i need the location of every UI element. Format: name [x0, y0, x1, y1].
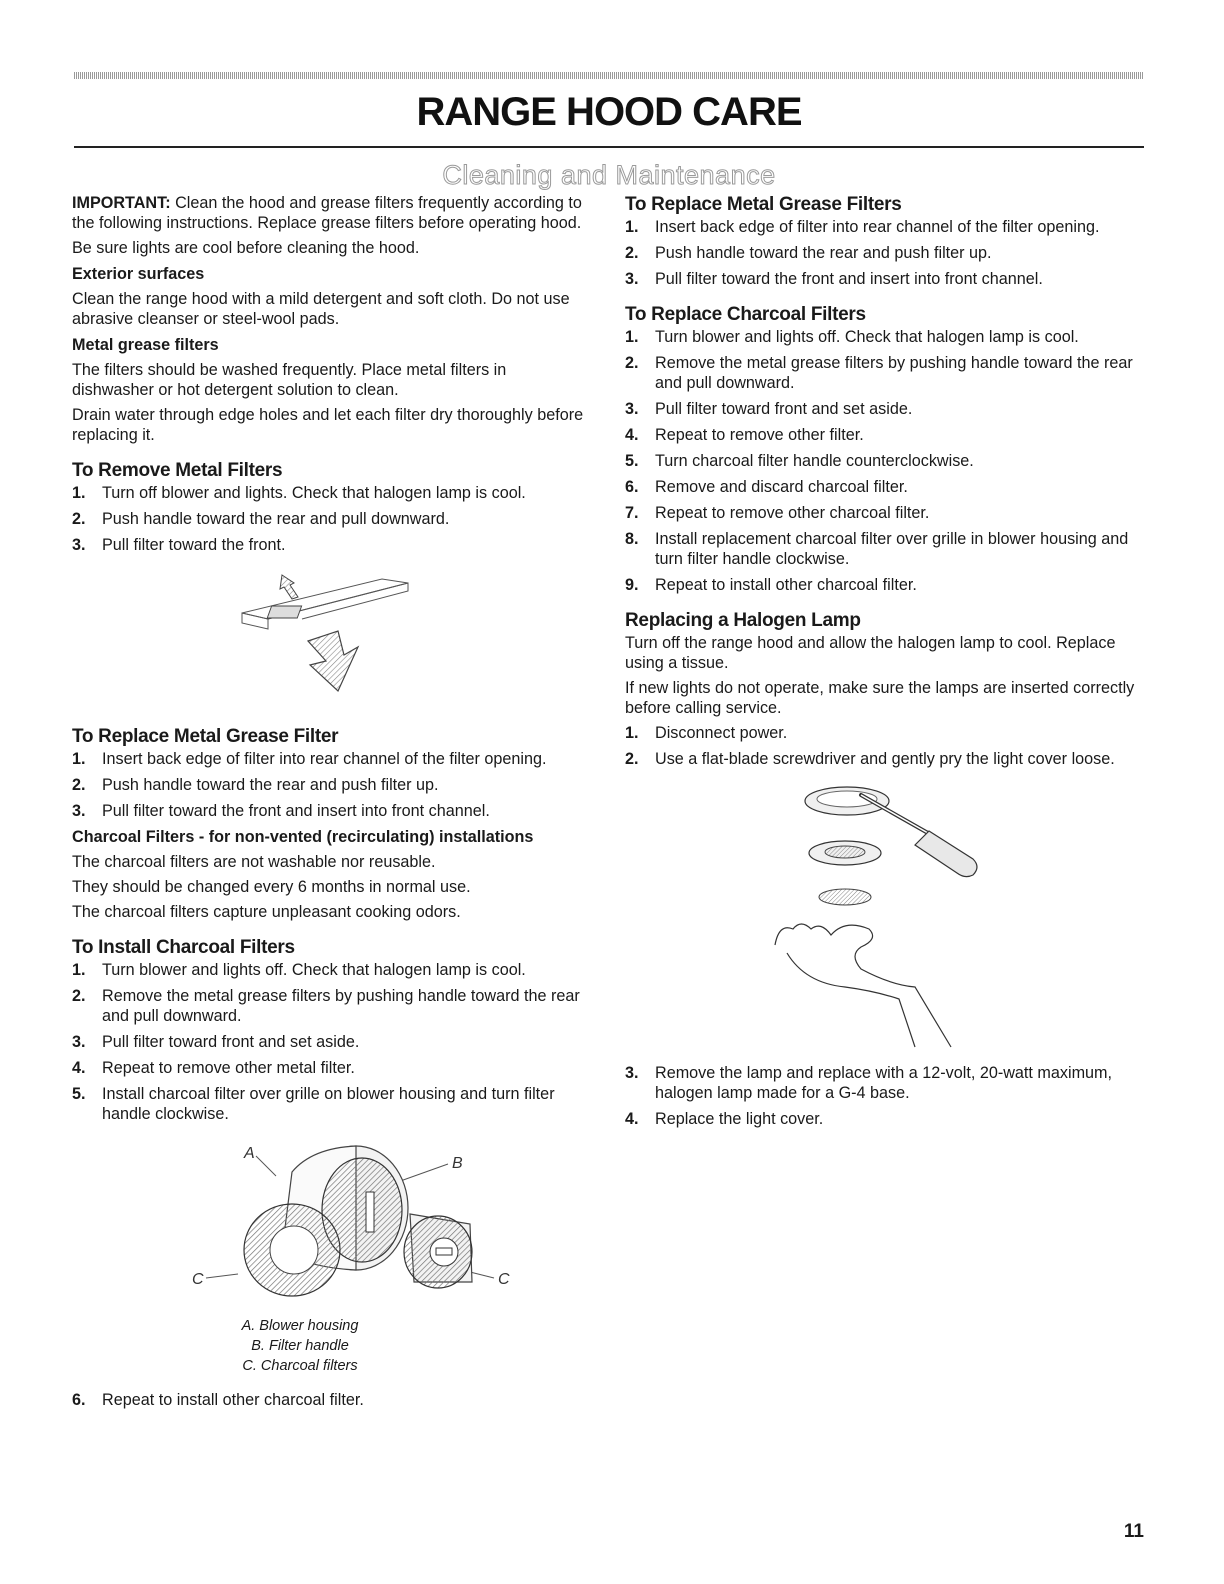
- step-number: 3.: [625, 1064, 639, 1082]
- step-text: Remove the metal grease filters by pushing handle toward the rear and pull downward.: [102, 987, 580, 1025]
- step-text: Pull filter toward front and set aside.: [655, 400, 913, 418]
- step-text: Push handle toward the rear and push filter up.: [102, 776, 439, 794]
- step-text: Turn blower and lights off. Check that halogen lamp is cool.: [102, 961, 526, 979]
- list-item: [72, 775, 592, 795]
- figure-label-c-right: C: [498, 1271, 510, 1288]
- step-text: Repeat to install other charcoal filter.: [655, 576, 917, 594]
- step-number: 2.: [625, 750, 639, 768]
- exterior-heading: Exterior surfaces: [72, 265, 205, 283]
- page-title: RANGE HOOD CARE: [416, 90, 802, 134]
- list-item: [72, 986, 592, 1026]
- metal-filters-text-2: Drain water through edge holes and let each filter dry thoroughly before replacing it.: [72, 406, 584, 444]
- caption-line: B. Filter handle: [251, 1338, 349, 1354]
- charcoal-text-2: They should be changed every 6 months in normal use.: [72, 878, 471, 896]
- step-number: 3.: [625, 400, 639, 418]
- step-text: Install replacement charcoal filter over grille in blower housing and turn filter handle clockwise.: [655, 530, 1129, 568]
- step-number: 2.: [72, 987, 86, 1005]
- step-number: 2.: [72, 776, 86, 794]
- list-item: [72, 535, 592, 555]
- step-text: Pull filter toward front and set aside.: [102, 1033, 360, 1051]
- list-item: [72, 960, 592, 980]
- list-item: [72, 1032, 592, 1052]
- step-text: Repeat to install other charcoal filter.: [102, 1391, 364, 1409]
- step-number: 3.: [72, 802, 86, 820]
- step-number: 7.: [625, 504, 639, 522]
- step-text: Replace the light cover.: [655, 1110, 824, 1128]
- halogen-lamp-heading: Replacing a Halogen Lamp: [625, 610, 861, 631]
- title-rule: [74, 146, 1144, 148]
- step-number: 5.: [72, 1085, 86, 1103]
- step-number: 4.: [72, 1059, 86, 1077]
- step-number: 6.: [72, 1391, 86, 1409]
- step-number: 4.: [625, 426, 639, 444]
- step-text: Push handle toward the rear and push filter up.: [655, 244, 992, 262]
- figure-label-c-left: C: [192, 1271, 204, 1288]
- step-text: Pull filter toward the front and insert into front channel.: [102, 802, 490, 820]
- important-text: Clean the hood and grease filters frequently according to the following instructions. Replace grease filters before operating hood.: [72, 194, 582, 232]
- charcoal-text-1: The charcoal filters are not washable nor reusable.: [72, 853, 436, 871]
- step-text: Disconnect power.: [655, 724, 788, 742]
- lights-note: Be sure lights are cool before cleaning the hood.: [72, 239, 420, 257]
- step-text: Turn off blower and lights. Check that halogen lamp is cool.: [102, 484, 526, 502]
- list-item: [72, 1390, 592, 1410]
- page-number: 11: [1123, 1521, 1144, 1542]
- left-column: [72, 193, 592, 1416]
- list-item: [625, 353, 1145, 393]
- step-text: Repeat to remove other filter.: [655, 426, 864, 444]
- step-number: 2.: [625, 244, 639, 262]
- step-text: Turn blower and lights off. Check that halogen lamp is cool.: [655, 328, 1079, 346]
- step-text: Remove and discard charcoal filter.: [655, 478, 908, 496]
- charcoal-filters-heading: Charcoal Filters - for non-vented (recirculating) installations: [72, 828, 534, 846]
- halogen-steps-a: [625, 723, 1145, 769]
- install-charcoal-final-step: [72, 1390, 592, 1410]
- right-column: [625, 193, 1145, 1135]
- install-charcoal-heading: To Install Charcoal Filters: [72, 937, 295, 958]
- list-item: [625, 217, 1145, 237]
- remove-metal-filters-steps: [72, 483, 592, 555]
- replace-metal-filter-steps: [72, 749, 592, 821]
- halogen-lamp-illustration: [765, 779, 1005, 1051]
- step-text: Insert back edge of filter into rear channel of the filter opening.: [655, 218, 1100, 236]
- halogen-text-1: Turn off the range hood and allow the halogen lamp to cool. Replace using a tissue.: [625, 634, 1116, 672]
- step-text: Install charcoal filter over grille on blower housing and turn filter handle clockwise.: [102, 1085, 555, 1123]
- important-paragraph: [72, 193, 592, 233]
- replace-metal-filters-steps: [625, 217, 1145, 289]
- step-text: Remove the metal grease filters by pushing handle toward the rear and pull downward.: [655, 354, 1133, 392]
- list-item: [625, 529, 1145, 569]
- charcoal-filter-illustration: [152, 1132, 512, 1312]
- step-number: 6.: [625, 478, 639, 496]
- list-item: [72, 749, 592, 769]
- install-charcoal-steps: [72, 960, 592, 1124]
- list-item: [72, 509, 592, 529]
- step-text: Remove the lamp and replace with a 12-volt, 20-watt maximum, halogen lamp made for a G-4 base.: [655, 1064, 1113, 1102]
- step-number: 2.: [625, 354, 639, 372]
- step-text: Turn charcoal filter handle counterclockwise.: [655, 452, 974, 470]
- list-item: [625, 451, 1145, 471]
- caption-line: A. Blower housing: [241, 1318, 359, 1334]
- step-number: 3.: [72, 1033, 86, 1051]
- step-number: 2.: [72, 510, 86, 528]
- step-text: Repeat to remove other metal filter.: [102, 1059, 355, 1077]
- list-item: [625, 243, 1145, 263]
- list-item: [72, 1084, 592, 1124]
- replace-metal-filters-heading: To Replace Metal Grease Filters: [625, 194, 902, 215]
- step-text: Repeat to remove other charcoal filter.: [655, 504, 930, 522]
- list-item: [625, 399, 1145, 419]
- replace-metal-filter-heading: To Replace Metal Grease Filter: [72, 726, 339, 747]
- header-pattern-bar: [74, 72, 1144, 79]
- halogen-text-2: If new lights do not operate, make sure the lamps are inserted correctly before calling service.: [625, 679, 1135, 717]
- list-item: [625, 723, 1145, 743]
- metal-filters-heading: Metal grease filters: [72, 336, 219, 354]
- list-item: [625, 425, 1145, 445]
- remove-filter-illustration: [232, 561, 432, 711]
- list-item: [625, 1063, 1145, 1103]
- replace-charcoal-steps: [625, 327, 1145, 595]
- list-item: [72, 1058, 592, 1078]
- step-text: Pull filter toward the front.: [102, 536, 286, 554]
- list-item: [625, 1109, 1145, 1129]
- section-subtitle: Cleaning and Maintenance: [442, 160, 776, 190]
- step-number: 5.: [625, 452, 639, 470]
- figure-caption: [72, 1316, 592, 1376]
- caption-line: C. Charcoal filters: [242, 1358, 358, 1374]
- remove-metal-filters-heading: To Remove Metal Filters: [72, 460, 283, 481]
- replace-charcoal-heading: To Replace Charcoal Filters: [625, 304, 866, 325]
- list-item: [72, 483, 592, 503]
- list-item: [625, 477, 1145, 497]
- figure-label-b: B: [452, 1155, 463, 1172]
- list-item: [625, 327, 1145, 347]
- exterior-text: Clean the range hood with a mild detergent and soft cloth. Do not use abrasive cleanser or steel-wool pads.: [72, 290, 570, 328]
- step-number: 1.: [72, 961, 86, 979]
- step-text: Pull filter toward the front and insert into front channel.: [655, 270, 1043, 288]
- important-label: IMPORTANT:: [72, 194, 171, 212]
- step-number: 4.: [625, 1110, 639, 1128]
- step-text: Use a flat-blade screwdriver and gently pry the light cover loose.: [655, 750, 1115, 768]
- step-number: 3.: [72, 536, 86, 554]
- step-number: 1.: [625, 218, 639, 236]
- step-text: Insert back edge of filter into rear channel of the filter opening.: [102, 750, 547, 768]
- halogen-steps-b: [625, 1063, 1145, 1129]
- list-item: [625, 575, 1145, 595]
- list-item: [625, 503, 1145, 523]
- step-number: 9.: [625, 576, 639, 594]
- charcoal-text-3: The charcoal filters capture unpleasant cooking odors.: [72, 903, 461, 921]
- step-number: 1.: [72, 750, 86, 768]
- step-number: 8.: [625, 530, 639, 548]
- step-number: 1.: [72, 484, 86, 502]
- figure-label-a: A: [244, 1145, 255, 1162]
- metal-filters-text-1: The filters should be washed frequently. Place metal filters in dishwasher or hot detergent solution to clean.: [72, 361, 507, 399]
- step-number: 1.: [625, 328, 639, 346]
- step-number: 3.: [625, 270, 639, 288]
- list-item: [625, 749, 1145, 769]
- step-text: Push handle toward the rear and pull downward.: [102, 510, 450, 528]
- list-item: [625, 269, 1145, 289]
- list-item: [72, 801, 592, 821]
- step-number: 1.: [625, 724, 639, 742]
